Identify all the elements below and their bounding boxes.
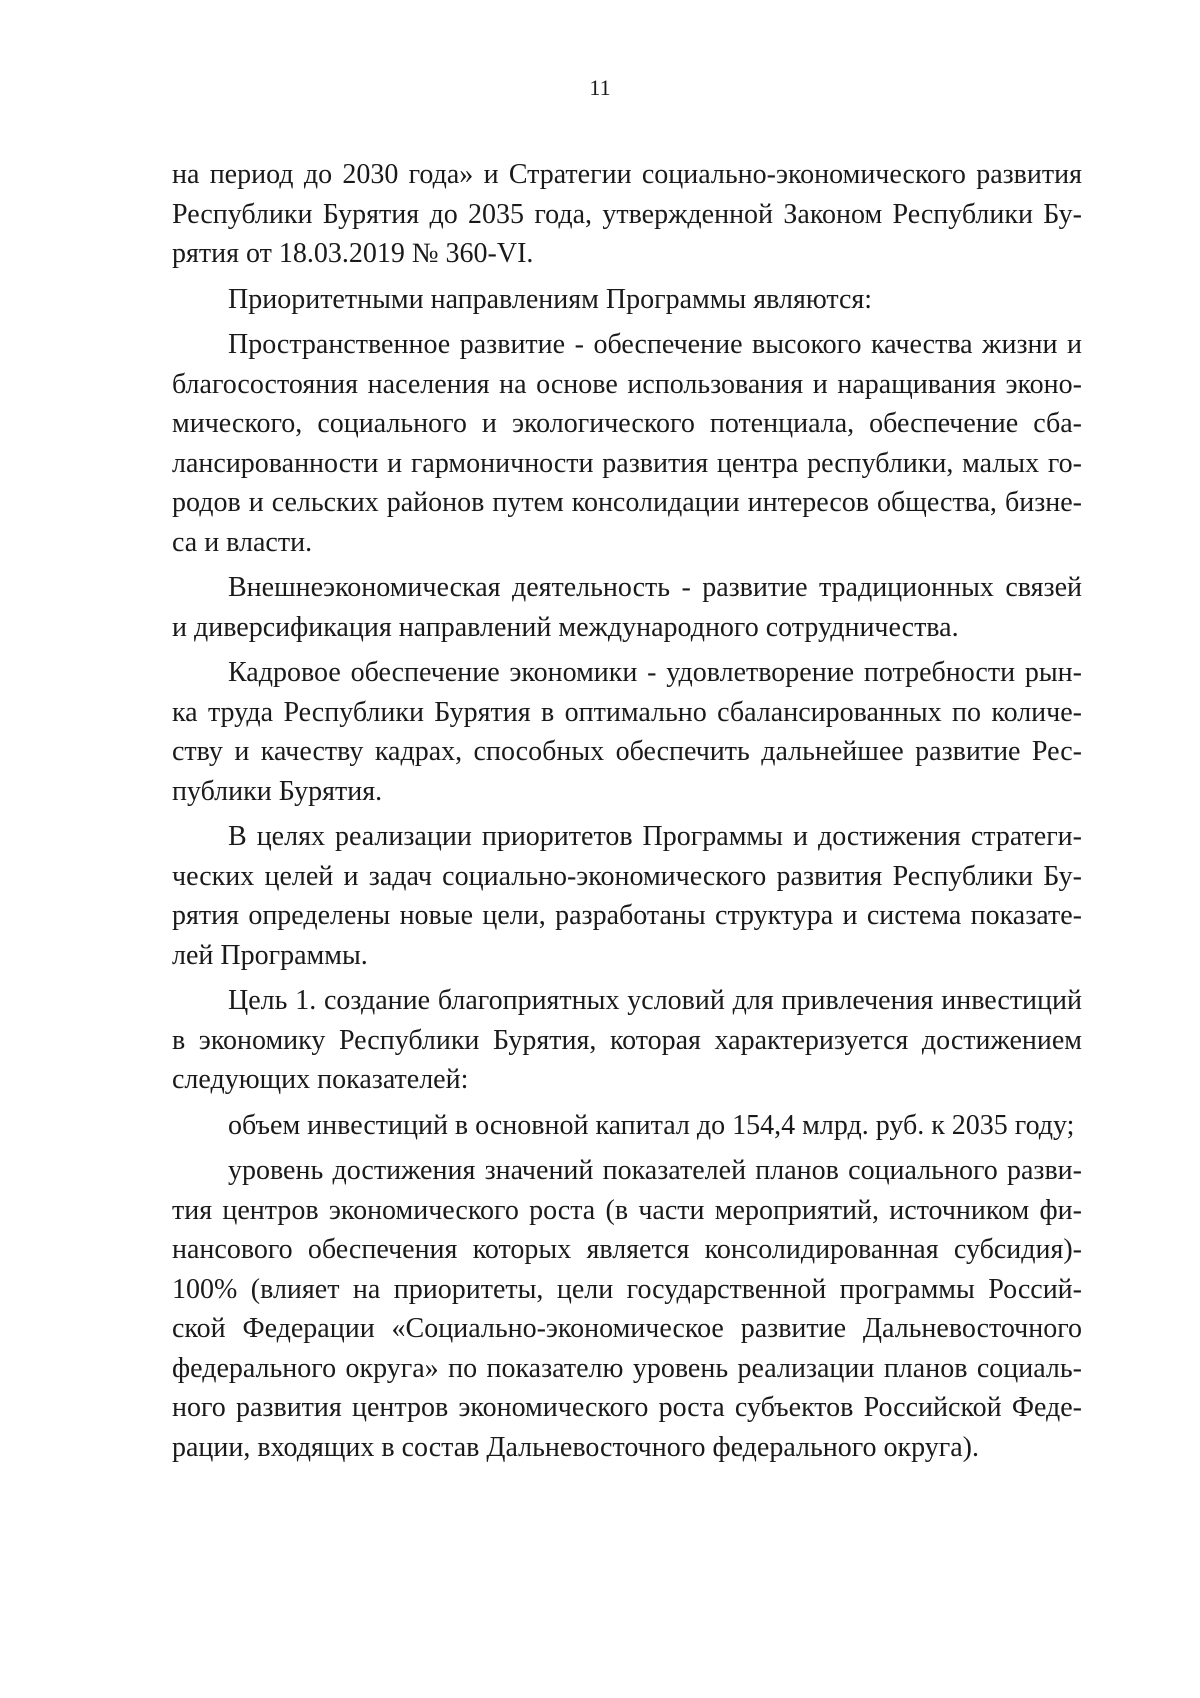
text-line: мического, социального и экологического потенциала, обеспечение сба-	[172, 408, 1082, 439]
paragraph	[172, 280, 1082, 320]
paragraph	[172, 817, 1082, 975]
text-line: ству и качеству кадрах, способных обеспечить дальнейшее развитие Рес-	[172, 736, 1082, 767]
text-line: Республики Бурятия до 2035 года, утвержденной Законом Республики Бу-	[172, 198, 1082, 230]
text-line: уровень достижения значений показателей планов социального разви-	[228, 1155, 1082, 1186]
document-body	[172, 155, 1082, 1473]
text-line: Цель 1. создание благоприятных условий для привлечения инвестиций	[228, 985, 1082, 1016]
text-line: рятия от 18.03.2019 № 360-VI.	[172, 238, 534, 269]
text-line: следующих показателей:	[172, 1064, 469, 1095]
text-line: рации, входящих в состав Дальневосточного федерального округа).	[172, 1431, 980, 1463]
text-line: ческих целей и задач социально-экономического развития Республики Бу-	[172, 860, 1082, 892]
text-line: В целях реализации приоритетов Программы и достижения стратеги-	[228, 821, 1082, 852]
text-line: благосостояния населения на основе использования и наращивания эконо-	[172, 368, 1082, 400]
text-line: тия центров экономического роста (в части мероприятий, источником фи-	[172, 1194, 1082, 1226]
paragraph	[172, 1151, 1082, 1467]
paragraph	[172, 653, 1082, 811]
text-line: объем инвестиций в основной капитал до 154,4 млрд. руб. к 2035 году;	[228, 1109, 1075, 1141]
text-line: са и власти.	[172, 526, 313, 558]
text-line: лансированности и гармоничности развития центра республики, малых го-	[172, 447, 1082, 479]
text-line: в экономику Республики Бурятия, которая характеризуется достижением	[172, 1024, 1082, 1056]
text-line: на период до 2030 года» и Стратегии социально-экономического развития	[172, 159, 1082, 190]
text-line: рятия определены новые цели, разработаны структура и система показате-	[172, 900, 1082, 931]
text-line: федерального округа» по показателю уровень реализации планов социаль-	[172, 1352, 1082, 1384]
text-line: Кадровое обеспечение экономики - удовлетворение потребности рын-	[228, 657, 1082, 688]
paragraph	[172, 155, 1082, 274]
text-line: нансового обеспечения которых является консолидированная субсидия)-	[172, 1234, 1082, 1265]
text-line: и диверсификация направлений международного сотрудничества.	[172, 611, 959, 643]
text-line: ка труда Республики Бурятия в оптимально сбалансированных по количе-	[172, 696, 1082, 728]
text-line: 100% (влияет на приоритеты, цели государственной программы Россий-	[172, 1273, 1082, 1305]
text-line: Пространственное развитие - обеспечение высокого качества жизни и	[228, 329, 1082, 360]
paragraph	[172, 1106, 1082, 1146]
text-line: лей Программы.	[172, 939, 368, 971]
paragraph	[172, 325, 1082, 562]
text-line: публики Бурятия.	[172, 775, 383, 807]
text-line: ской Федерации «Социально-экономическое развитие Дальневосточного	[172, 1313, 1082, 1344]
paragraph	[172, 981, 1082, 1100]
paragraph	[172, 568, 1082, 647]
text-line: ного развития центров экономического роста субъектов Российской Феде-	[172, 1392, 1082, 1423]
text-line: родов и сельских районов путем консолидации интересов общества, бизне-	[172, 487, 1082, 518]
page-number: 11	[589, 75, 611, 100]
text-line: Внешнеэкономическая деятельность - развитие традиционных связей	[228, 572, 1082, 603]
text-line: Приоритетными направлениям Программы являются:	[228, 283, 873, 315]
